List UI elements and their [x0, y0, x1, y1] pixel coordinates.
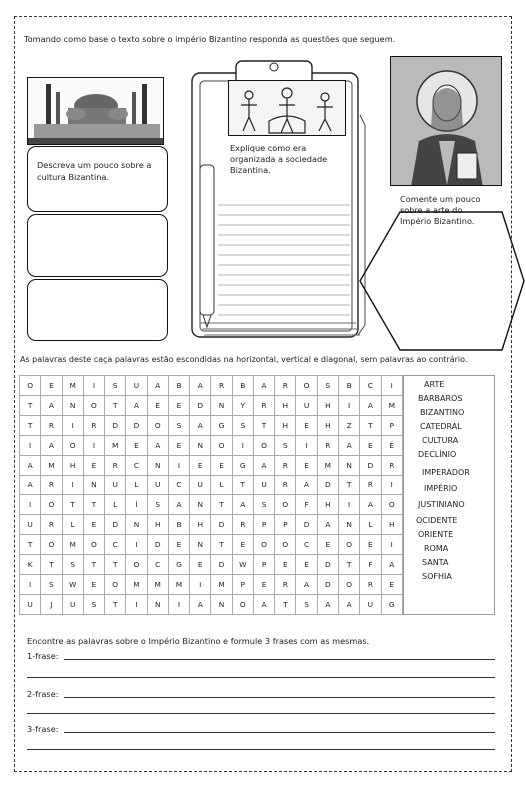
grid-letter: I — [62, 475, 83, 495]
grid-letter: C — [105, 535, 126, 555]
grid-letter: F — [360, 555, 381, 575]
word-list-item: DECLÍNIO — [418, 450, 457, 459]
grid-row — [20, 535, 403, 555]
grid-letter: T — [83, 495, 104, 515]
grid-letter: D — [211, 555, 232, 575]
grid-letter: A — [317, 515, 338, 535]
grid-letter: O — [253, 535, 274, 555]
grid-letter: S — [105, 376, 126, 396]
grid-letter: D — [317, 555, 338, 575]
word-list-item: ORIENTE — [418, 530, 454, 539]
grid-letter: C — [147, 555, 168, 575]
grid-letter: D — [317, 575, 338, 595]
grid-letter: L — [360, 515, 381, 535]
grid-letter: H — [317, 395, 338, 415]
sentence-2-extra-line[interactable] — [27, 713, 495, 714]
grid-letter: G — [211, 415, 232, 435]
grid-letter: N — [190, 495, 211, 515]
grid-letter: I — [83, 435, 104, 455]
grid-letter: S — [232, 415, 253, 435]
grid-letter: S — [41, 575, 62, 595]
grid-letter: A — [147, 376, 168, 396]
grid-letter: T — [360, 415, 381, 435]
grid-letter: N — [62, 395, 83, 415]
grid-letter: I — [20, 435, 41, 455]
grid-letter: N — [147, 594, 168, 614]
sentence-2-line[interactable] — [64, 697, 495, 698]
grid-letter: O — [381, 495, 402, 515]
grid-letter: O — [62, 435, 83, 455]
word-list-item: OCIDENTE — [416, 516, 458, 525]
grid-letter: S — [62, 555, 83, 575]
grid-letter: E — [360, 435, 381, 455]
word-list-item: SANTA — [422, 558, 449, 567]
grid-letter: A — [190, 594, 211, 614]
grid-letter: S — [147, 495, 168, 515]
grid-letter: T — [253, 415, 274, 435]
grid-letter: B — [168, 515, 189, 535]
grid-letter: S — [296, 594, 317, 614]
grid-letter: E — [83, 575, 104, 595]
grid-letter: R — [275, 376, 296, 396]
grid-letter: L — [62, 515, 83, 535]
grid-letter: L — [126, 475, 147, 495]
hagia-sophia-image — [27, 77, 164, 145]
grid-letter: R — [211, 376, 232, 396]
grid-letter: R — [41, 515, 62, 535]
grid-letter: A — [190, 415, 211, 435]
answer-box-2[interactable] — [27, 279, 168, 341]
grid-letter: D — [147, 535, 168, 555]
christ-mosaic-image — [390, 56, 502, 186]
grid-letter: R — [317, 435, 338, 455]
grid-letter: I — [20, 495, 41, 515]
word-search-grid — [19, 375, 403, 615]
word-list — [403, 375, 495, 615]
grid-letter: I — [338, 395, 359, 415]
word-list-item: IMPERADOR — [422, 468, 470, 477]
grid-letter: N — [190, 435, 211, 455]
grid-letter: B — [232, 376, 253, 396]
grid-letter: A — [20, 455, 41, 475]
grid-letter: U — [126, 376, 147, 396]
grid-letter: P — [253, 515, 274, 535]
grid-letter: R — [105, 455, 126, 475]
word-list-item: JUSTINIANO — [418, 500, 465, 509]
grid-letter: R — [83, 415, 104, 435]
sentence-1-extra-line[interactable] — [27, 677, 495, 678]
sentence-2-label: 2-frase: — [27, 689, 59, 699]
grid-letter: O — [275, 495, 296, 515]
grid-letter: Z — [338, 415, 359, 435]
grid-letter: D — [105, 415, 126, 435]
grid-letter: O — [20, 376, 41, 396]
grid-letter: A — [296, 475, 317, 495]
grid-letter: R — [360, 475, 381, 495]
grid-row — [20, 435, 403, 455]
grid-letter: U — [190, 475, 211, 495]
grid-letter: N — [147, 455, 168, 475]
grid-letter: I — [381, 376, 402, 396]
word-list-item: BIZANTINO — [420, 408, 465, 417]
sentence-1-label: 1-frase: — [27, 651, 59, 661]
grid-letter: I — [20, 575, 41, 595]
culture-question-line2: cultura Bizantina. — [37, 172, 110, 182]
grid-letter: U — [105, 475, 126, 495]
grid-letter: D — [360, 455, 381, 475]
grid-letter: P — [275, 515, 296, 535]
grid-letter: I — [168, 455, 189, 475]
grid-letter: H — [381, 515, 402, 535]
grid-letter: E — [168, 395, 189, 415]
grid-letter: I — [381, 535, 402, 555]
grid-letter: A — [41, 395, 62, 415]
grid-letter: W — [232, 555, 253, 575]
grid-row — [20, 555, 403, 575]
grid-letter: I — [126, 594, 147, 614]
grid-letter: T — [105, 395, 126, 415]
grid-letter: M — [211, 575, 232, 595]
hexagon-answer-box[interactable] — [356, 210, 526, 352]
grid-letter: S — [317, 376, 338, 396]
grid-letter: Í — [126, 495, 147, 515]
grid-letter: U — [20, 515, 41, 535]
grid-letter: T — [62, 495, 83, 515]
grid-letter: M — [105, 435, 126, 455]
grid-letter: A — [147, 435, 168, 455]
grid-letter: N — [190, 535, 211, 555]
grid-letter: E — [83, 515, 104, 535]
grid-letter: C — [360, 376, 381, 396]
word-list-item: CATEDRAL — [420, 422, 462, 431]
grid-letter: M — [41, 455, 62, 475]
grid-letter: T — [83, 555, 104, 575]
grid-letter: E — [168, 535, 189, 555]
grid-letter: C — [168, 475, 189, 495]
grid-letter: F — [296, 495, 317, 515]
grid-letter: E — [41, 376, 62, 396]
grid-letter: A — [360, 395, 381, 415]
sentence-3-line[interactable] — [64, 732, 495, 733]
grid-letter: I — [338, 495, 359, 515]
grid-row — [20, 594, 403, 614]
grid-letter: I — [126, 535, 147, 555]
grid-letter: Y — [232, 395, 253, 415]
grid-letter: E — [126, 435, 147, 455]
grid-letter: T — [105, 555, 126, 575]
culture-question-line1: Descreva um pouco sobre a — [37, 160, 152, 170]
grid-letter: R — [381, 455, 402, 475]
grid-letter: H — [317, 415, 338, 435]
grid-letter: R — [275, 575, 296, 595]
grid-row — [20, 415, 403, 435]
grid-letter: H — [147, 515, 168, 535]
grid-row — [20, 376, 403, 396]
grid-letter: J — [41, 594, 62, 614]
grid-letter: R — [232, 515, 253, 535]
grid-letter: U — [62, 594, 83, 614]
grid-letter: S — [275, 435, 296, 455]
grid-letter: E — [296, 455, 317, 475]
word-list-item: ROMA — [424, 544, 449, 553]
grid-letter: T — [211, 495, 232, 515]
grid-letter: I — [381, 475, 402, 495]
grid-letter: O — [253, 435, 274, 455]
grid-letter: L — [105, 495, 126, 515]
grid-letter: W — [62, 575, 83, 595]
grid-letter: N — [338, 515, 359, 535]
art-question-line3: Império Bizantino. — [400, 216, 475, 226]
grid-letter: N — [211, 395, 232, 415]
word-list-item: IMPÉRIO — [424, 484, 458, 493]
grid-row — [20, 455, 403, 475]
grid-letter: I — [190, 575, 211, 595]
grid-letter: E — [168, 435, 189, 455]
grid-letter: S — [168, 415, 189, 435]
grid-letter: U — [360, 594, 381, 614]
grid-letter: A — [317, 594, 338, 614]
answer-box-1[interactable] — [27, 214, 168, 277]
word-list-item: SOFHIA — [422, 572, 452, 581]
grid-letter: H — [190, 515, 211, 535]
grid-letter: T — [20, 415, 41, 435]
grid-letter: D — [126, 415, 147, 435]
grid-letter: A — [168, 495, 189, 515]
word-list-item: BARBAROS — [418, 394, 463, 403]
grid-letter: R — [275, 475, 296, 495]
grid-letter: M — [317, 455, 338, 475]
grid-row — [20, 475, 403, 495]
grid-letter: A — [296, 575, 317, 595]
society-question-line2: organizada a sociedade — [230, 154, 328, 164]
grid-letter: G — [232, 455, 253, 475]
grid-letter: I — [168, 594, 189, 614]
art-question-line2: sobre a arte do — [400, 205, 463, 215]
culture-question-box[interactable] — [27, 146, 168, 212]
grid-letter: T — [275, 594, 296, 614]
grid-letter: A — [20, 475, 41, 495]
grid-letter: M — [168, 575, 189, 595]
grid-letter: A — [232, 495, 253, 515]
grid-letter: C — [296, 535, 317, 555]
grid-letter: P — [232, 575, 253, 595]
grid-letter: A — [41, 435, 62, 455]
grid-letter: O — [338, 535, 359, 555]
grid-letter: A — [338, 594, 359, 614]
grid-letter: D — [105, 515, 126, 535]
grid-letter: M — [147, 575, 168, 595]
grid-letter: E — [232, 535, 253, 555]
grid-letter: E — [381, 575, 402, 595]
grid-letter: E — [360, 535, 381, 555]
grid-letter: M — [62, 376, 83, 396]
grid-letter: O — [232, 594, 253, 614]
grid-letter: E — [211, 455, 232, 475]
grid-letter: A — [381, 555, 402, 575]
grid-letter: U — [20, 594, 41, 614]
grid-row — [20, 575, 403, 595]
sentence-1-line[interactable] — [64, 659, 495, 660]
grid-letter: O — [211, 435, 232, 455]
grid-letter: N — [338, 455, 359, 475]
grid-letter: M — [126, 575, 147, 595]
grid-letter: L — [211, 475, 232, 495]
grid-letter: R — [360, 575, 381, 595]
grid-letter: H — [317, 495, 338, 515]
grid-letter: T — [20, 535, 41, 555]
grid-letter: K — [20, 555, 41, 575]
grid-letter: E — [296, 555, 317, 575]
grid-letter: A — [126, 395, 147, 415]
grid-letter: E — [190, 455, 211, 475]
grid-letter: T — [338, 475, 359, 495]
grid-letter: A — [253, 455, 274, 475]
grid-letter: E — [147, 395, 168, 415]
grid-letter: I — [232, 435, 253, 455]
grid-letter: I — [62, 415, 83, 435]
society-question-line1: Explique como era — [230, 143, 307, 153]
grid-letter: M — [62, 535, 83, 555]
grid-letter: D — [296, 515, 317, 535]
grid-letter: R — [275, 455, 296, 475]
grid-letter: U — [147, 475, 168, 495]
grid-letter: O — [83, 395, 104, 415]
grid-letter: A — [360, 495, 381, 515]
sentences-instruction: Encontre as palavras sobre o Império Bizantino e formule 3 frases com as mesmas. — [27, 636, 370, 646]
sentence-3-extra-line[interactable] — [27, 749, 495, 750]
grid-letter: S — [253, 495, 274, 515]
grid-letter: E — [83, 455, 104, 475]
grid-letter: H — [62, 455, 83, 475]
grid-letter: S — [83, 594, 104, 614]
grid-letter: G — [381, 594, 402, 614]
grid-letter: B — [168, 376, 189, 396]
grid-letter: É — [381, 435, 402, 455]
grid-letter: D — [190, 395, 211, 415]
grid-letter: A — [190, 376, 211, 396]
grid-letter: H — [275, 415, 296, 435]
word-list-item: CULTURA — [422, 436, 459, 445]
grid-letter: I — [296, 435, 317, 455]
grid-letter: A — [338, 435, 359, 455]
grid-row — [20, 495, 403, 515]
grid-letter: O — [41, 535, 62, 555]
grid-letter: P — [381, 415, 402, 435]
grid-letter: A — [253, 376, 274, 396]
grid-letter: T — [232, 475, 253, 495]
grid-letter: O — [275, 535, 296, 555]
word-list-item: ARTE — [424, 380, 445, 389]
grid-row — [20, 515, 403, 535]
puzzle-instruction: As palavras deste caça palavras estão escondidas na horizontal, vertical e diagonal, sem palavras ao contrário. — [20, 355, 468, 364]
sentence-3-label: 3-frase: — [27, 724, 59, 734]
grid-letter: U — [253, 475, 274, 495]
grid-letter: O — [126, 555, 147, 575]
grid-letter: M — [381, 395, 402, 415]
grid-row — [20, 395, 403, 415]
byzantine-society-image — [228, 80, 346, 136]
grid-letter: T — [338, 555, 359, 575]
grid-letter: E — [317, 535, 338, 555]
grid-letter: T — [41, 555, 62, 575]
grid-letter: E — [190, 555, 211, 575]
top-instruction: Tomando como base o texto sobre o império Bizantino responda as questões que seguem. — [24, 34, 396, 44]
art-question-line1: Comente um pouco — [400, 194, 481, 204]
grid-letter: C — [126, 455, 147, 475]
grid-letter: G — [168, 555, 189, 575]
grid-letter: E — [275, 555, 296, 575]
grid-letter: A — [253, 594, 274, 614]
grid-letter: U — [296, 395, 317, 415]
grid-letter: T — [20, 395, 41, 415]
grid-letter: B — [338, 376, 359, 396]
grid-letter: O — [41, 495, 62, 515]
grid-letter: D — [317, 475, 338, 495]
grid-letter: R — [41, 475, 62, 495]
grid-letter: P — [253, 555, 274, 575]
grid-letter: O — [147, 415, 168, 435]
grid-letter: I — [83, 376, 104, 396]
grid-letter: R — [253, 395, 274, 415]
grid-letter: N — [83, 475, 104, 495]
grid-letter: H — [275, 395, 296, 415]
grid-letter: O — [83, 535, 104, 555]
grid-letter: T — [211, 535, 232, 555]
society-question-line3: Bizantina. — [230, 165, 271, 175]
grid-letter: R — [41, 415, 62, 435]
grid-letter: N — [211, 594, 232, 614]
grid-letter: N — [126, 515, 147, 535]
grid-letter: O — [296, 376, 317, 396]
grid-letter: E — [253, 575, 274, 595]
grid-letter: O — [105, 575, 126, 595]
grid-letter: O — [338, 575, 359, 595]
grid-letter: E — [296, 415, 317, 435]
grid-letter: T — [105, 594, 126, 614]
grid-letter: D — [211, 515, 232, 535]
